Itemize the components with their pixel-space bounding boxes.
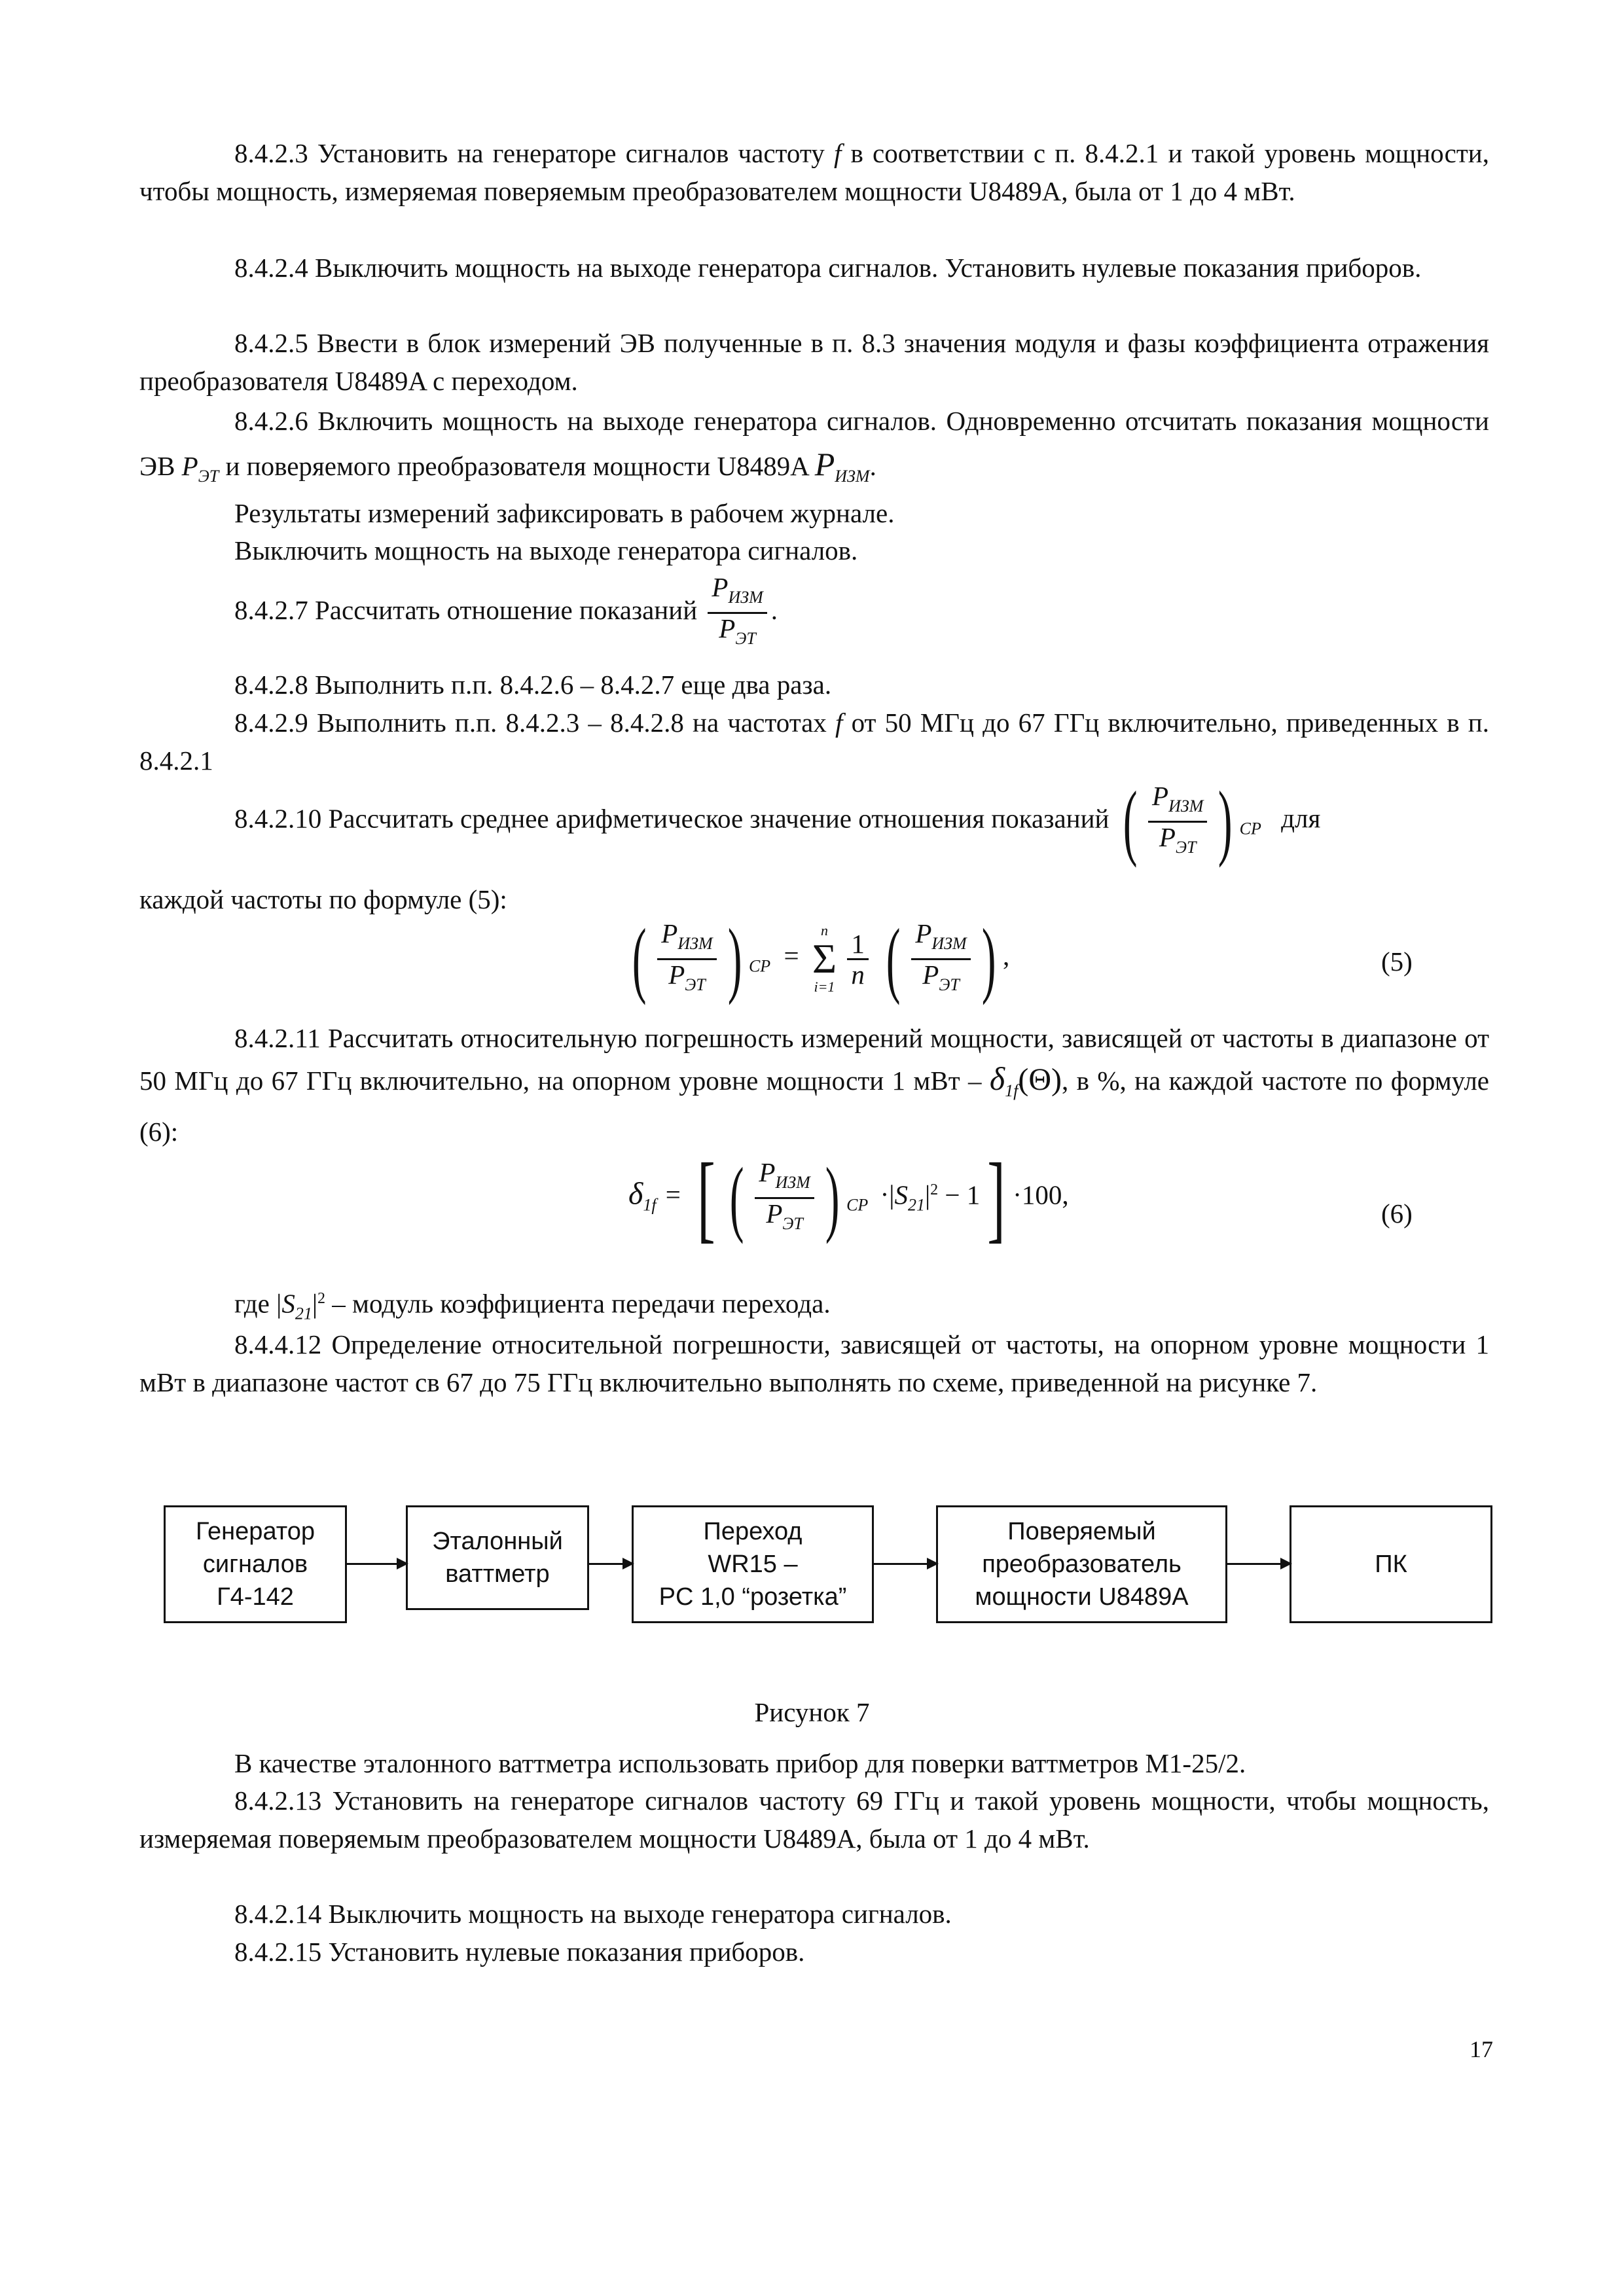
turn-off-note: Выключить мощность на выходе генератора сигналов.	[234, 535, 858, 565]
paragraph-8-4-4-12: 8.4.4.12 Определение относительной погрешности, зависящей от частоты, на опорном уровне мощности 1 мВт в диапазоне частот св 67 до 75 ГГц включительно выполнять по схеме, приведенной на рисунке 7.	[139, 1329, 1489, 1397]
paragraph-8-4-2-15: 8.4.2.15 Установить нулевые показания приборов.	[234, 1937, 805, 1967]
figure-caption: Рисунок 7	[754, 1697, 870, 1727]
paragraph-8-4-2-11: 8.4.2.11 Рассчитать относительную погрешность измерений мощности, зависящей от частоты в диапазоне от 50 МГц до 67 ГГц включительно, на опорном уровне мощности 1 мВт – $\delta_{1f}(\Theta)$, в %, на каждой частоте по формуле (6):	[139, 1023, 1490, 1147]
equation-number-5: (5)	[1381, 946, 1413, 977]
box-reference-wattmeter: Эталонный ваттметр	[406, 1505, 589, 1610]
arrow-1	[347, 1563, 406, 1565]
each-frequency-text: каждой частоты по формуле (5):	[139, 884, 507, 914]
arrow-4	[1227, 1563, 1290, 1565]
paragraph-8-4-2-6: 8.4.2.6 Включить мощность на выходе генератора сигналов. Одновременно отсчитать показания мощности ЭВ $P_{ЭТ}$ и поверяемого преобразователя мощности U8489A $P_{ИЗМ}$.	[139, 406, 1489, 486]
where-clause: где $|S_{21}|^2$ – модуль коэффициента передачи перехода.	[234, 1288, 831, 1323]
paragraph-8-4-2-13: 8.4.2.13 Установить на генераторе сигналов частоту 69 ГГц и такой уровень мощности, чтобы мощность, измеряемая поверяемым преобразователем мощности U8489A, была от 1 до 4 мВт.	[139, 1785, 1489, 1854]
box-power-sensor-u8489a: Поверяемый преобразователь мощности U8489A	[936, 1505, 1227, 1623]
paragraph-8-4-2-3: 8.4.2.3 Установить на генераторе сигналов частоту f в соответствии с п. 8.4.2.1 и такой уровень мощности, чтобы мощность, измеряемая поверяемым преобразователем мощности U8489A, была от 1 до 4 мВт.	[139, 138, 1489, 206]
arrow-3	[874, 1563, 936, 1565]
equation-number-6: (6)	[1381, 1198, 1413, 1229]
paragraph-8-4-2-5: 8.4.2.5 Ввести в блок измерений ЭВ полученные в п. 8.3 значения модуля и фазы коэффициента отражения преобразователя U8489A с переходом.	[139, 328, 1489, 396]
formula-5: ( $\frac{P_{ИЗМ}}{P_{ЭТ}}$ ) $_{СР}$ = n Σ i=1 $\frac{1}{n}$ ( $\frac{P_{ИЗМ}}{P_{ЭТ}}$ ) ,	[632, 912, 1010, 1006]
paragraph-8-4-2-9: 8.4.2.9 Выполнить п.п. 8.4.2.3 – 8.4.2.8 на частотах f от 50 МГц до 67 ГГц включительно, приведенных в п. 8.4.2.1	[139, 708, 1489, 776]
box-pc: ПК	[1290, 1505, 1492, 1623]
ratio-fraction: $\frac{P_{ИЗМ}}{P_{ЭТ}}$	[708, 573, 767, 653]
paragraph-8-4-2-8: 8.4.2.8 Выполнить п.п. 8.4.2.6 – 8.4.2.7 еще два раза.	[234, 670, 832, 700]
paragraph-8-4-2-7: 8.4.2.7 Рассчитать отношение показаний $\frac{P_{ИЗМ}}{P_{ЭТ}}$ .	[234, 573, 778, 653]
paragraph-8-4-2-10: 8.4.2.10 Рассчитать среднее арифметическое значение отношения показаний ( $\frac{P_{ИЗМ}}{P_{ЭТ}}$ ) $_{СР}$ для	[234, 774, 1321, 869]
box-signal-generator: Генератор сигналов Г4-142	[164, 1505, 347, 1623]
reference-wattmeter-note: В качестве эталонного ваттметра использовать прибор для поверки ваттметров М1-25/2.	[234, 1748, 1246, 1778]
paragraph-8-4-2-14: 8.4.2.14 Выключить мощность на выходе генератора сигналов.	[234, 1899, 952, 1929]
paragraph-8-4-2-4: 8.4.2.4 Выключить мощность на выходе генератора сигналов. Установить нулевые показания приборов.	[234, 253, 1422, 283]
formula-6: $\delta_{1f}$ = [ ( $\frac{P_{ИЗМ}}{P_{ЭТ}}$ ) $_{СР} \cdot|S_{21}|^2 - 1] \cdot 100$,	[628, 1143, 1069, 1252]
page-number: 17	[1470, 2036, 1493, 2062]
results-note: Результаты измерений зафиксировать в рабочем журнале.	[234, 498, 895, 528]
box-waveguide-adapter: Переход WR15 – PC 1,0 “розетка”	[632, 1505, 874, 1623]
arrow-2	[589, 1563, 632, 1565]
